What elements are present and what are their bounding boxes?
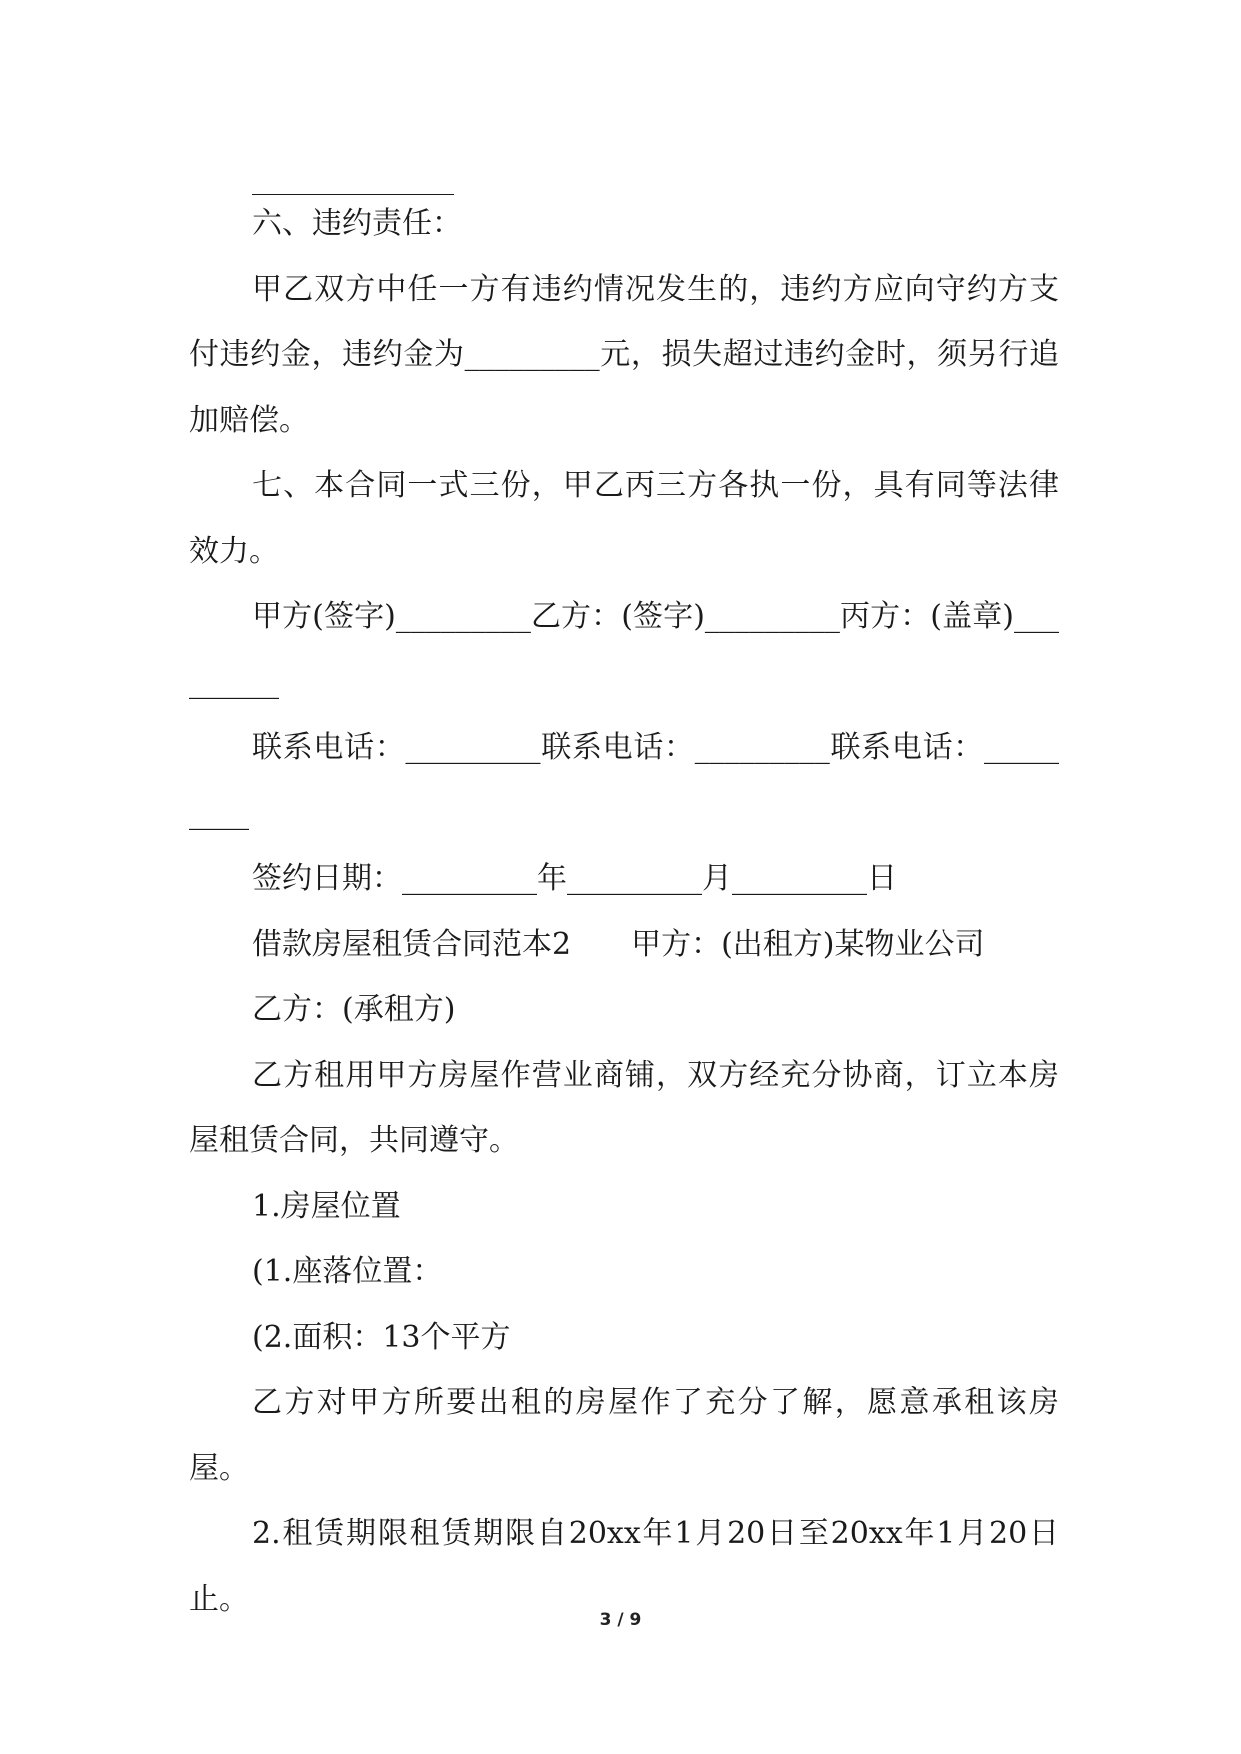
document-body: [189, 191, 1059, 1632]
paragraph-party-b: 乙方：(承租方): [252, 992, 456, 1027]
paragraph-area: (2.面积：13个平方: [252, 1319, 511, 1355]
paragraph-understanding: 乙方对甲方所要出租的房屋作了充分了解，愿意承租该房屋。: [189, 1385, 1059, 1486]
paragraph-breach-penalty: 甲乙双方中任一方有违约情况发生的，违约方应向守约方支付违约金，违约金为_________元，损失超过违约金时，须另行追加赔偿。: [189, 271, 1059, 438]
paragraph-intro: 乙方租用甲方房屋作营业商铺，双方经充分协商，订立本房屋租赁合同，共同遵守。: [189, 1057, 1059, 1158]
paragraph-lease-term: 2.租赁期限租赁期限自20xx年1月20日至20xx年1月20日止。: [189, 1516, 1059, 1617]
paragraph-phones: 联系电话：_________联系电话：_________联系电话：_________: [189, 730, 1059, 831]
section-heading-breach: 六、违约责任：: [252, 206, 462, 241]
paragraph-location-heading: 1.房屋位置: [252, 1188, 401, 1224]
paragraph-location: (1.座落位置：: [252, 1254, 443, 1289]
page-number: 3 / 9: [599, 1610, 642, 1630]
paragraph-copies: 七、本合同一式三份，甲乙丙三方各执一份，具有同等法律效力。: [189, 468, 1059, 569]
paragraph-sign-date: 签约日期：_________年_________月_________日: [252, 861, 897, 896]
paragraph-template-title: 借款房屋租赁合同范本2 甲方：(出租方)某物业公司: [252, 926, 985, 962]
paragraph-signatures: 甲方(签字)_________乙方：(签字)_________丙方：(盖章)_________: [189, 599, 1059, 700]
